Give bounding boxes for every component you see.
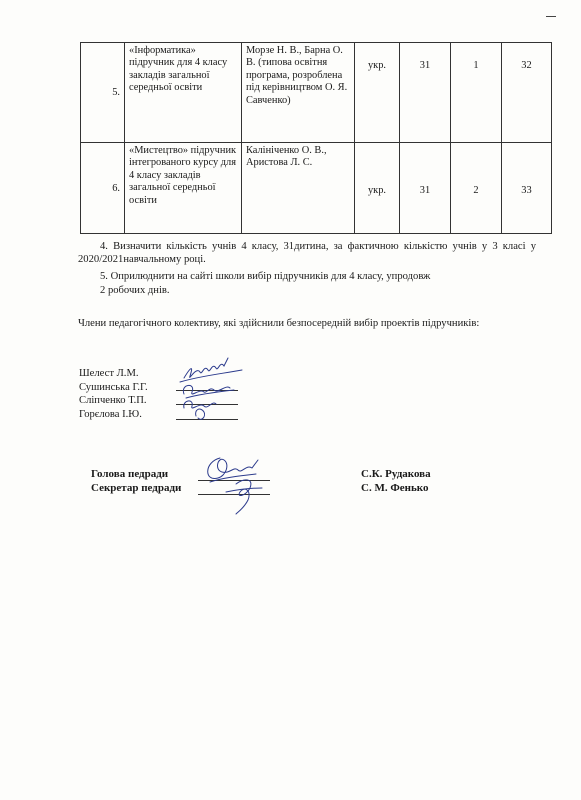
language-cell: укр. [355, 43, 400, 143]
member-name: Шелест Л.М. [79, 368, 139, 379]
table-row [81, 43, 552, 143]
head-signatures-image [196, 448, 286, 518]
member-signatures-image [170, 354, 260, 424]
scan-mark [546, 16, 556, 17]
textbook-table [80, 42, 552, 234]
members-intro: Члени педагогічного колективу, які здійснили безпосередній вибір проектів підручників: [78, 318, 480, 329]
count-cell: 1 [451, 43, 502, 143]
member-name: Сліпченко Т.П. [79, 395, 147, 406]
secretary-role-label: Секретар педради [91, 482, 182, 494]
member-name: Горєлова І.Ю. [79, 408, 142, 420]
count-cell: 2 [451, 143, 502, 234]
textbook-authors: Калініченко О. В., Аристова Л. С. [242, 143, 355, 234]
row-number: 5. [81, 43, 125, 143]
count-cell: 31 [400, 43, 451, 143]
item-5-text: 5. Оприлюднити на сайті школи вибір підручників для 4 класу, упродовж [100, 271, 431, 282]
members-list [79, 367, 148, 421]
count-cell: 33 [502, 143, 552, 234]
textbook-authors: Морзе Н. В., Барна О. В. (типова освітня програма, розроблена під керівництвом О. Я. Савченко) [242, 43, 355, 143]
head-role-label: Голова педради [91, 468, 169, 480]
count-cell: 31 [400, 143, 451, 234]
item-5-continuation: 2 робочих днів. [100, 285, 170, 296]
item-4-text: 4. Визначити кількість учнів 4 класу, 31дитина, за фактичною кількістю учнів у 3 класі у 2020/2021навчальному році. [78, 241, 536, 265]
member-name: Сушинська Г.Г. [79, 381, 148, 393]
textbook-title: «Інформатика» підручник для 4 класу закладів загальної середньої освіти [125, 43, 242, 143]
secretary-name: С. М. Фенько [361, 482, 429, 494]
count-cell: 32 [502, 43, 552, 143]
textbook-title: «Мистецтво» підручник інтегрованого курсу для 4 класу закладів загальної середньої освіти [125, 143, 242, 234]
language-cell: укр. [355, 143, 400, 234]
table-row [81, 143, 552, 234]
row-number: 6. [81, 143, 125, 234]
head-name: С.К. Рудакова [361, 468, 431, 480]
